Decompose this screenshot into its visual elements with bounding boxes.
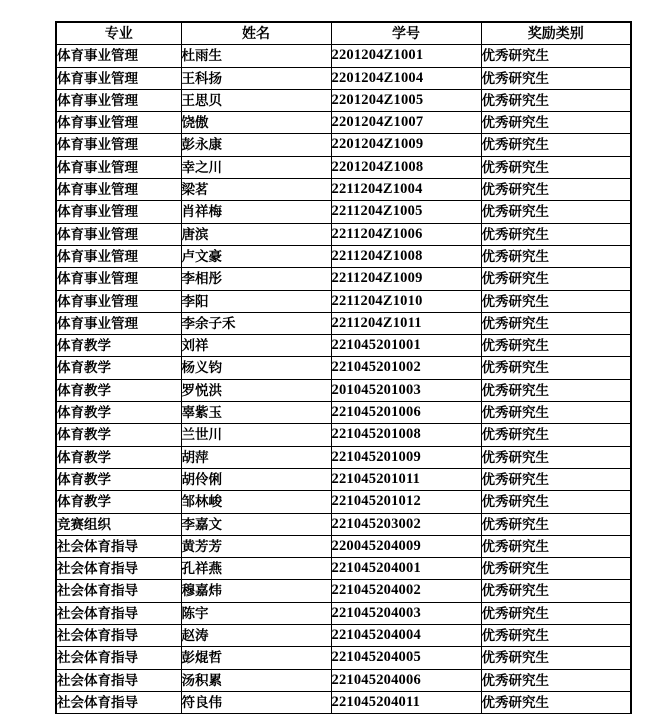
table-row [56, 89, 631, 111]
award-cell: 优秀研究生 [481, 379, 631, 401]
table-row [56, 647, 631, 669]
major-cell: 体育事业管理 [56, 312, 181, 334]
name-cell: 彭焜哲 [181, 647, 331, 669]
name-cell: 李阳 [181, 290, 331, 312]
table-row [56, 268, 631, 290]
student-id-cell: 2211204Z1008 [331, 245, 481, 267]
major-cell: 体育事业管理 [56, 245, 181, 267]
col-header-name: 姓名 [181, 22, 331, 45]
student-id-cell: 221045201002 [331, 357, 481, 379]
table-row [56, 625, 631, 647]
table-row [56, 45, 631, 67]
major-cell: 体育教学 [56, 491, 181, 513]
table-row [56, 357, 631, 379]
major-cell: 体育教学 [56, 424, 181, 446]
student-id-cell: 2211204Z1005 [331, 201, 481, 223]
table-row [56, 491, 631, 513]
student-id-cell: 220045204009 [331, 535, 481, 557]
name-cell: 王科扬 [181, 67, 331, 89]
award-cell: 优秀研究生 [481, 691, 631, 714]
table-row [56, 245, 631, 267]
name-cell: 兰世川 [181, 424, 331, 446]
major-cell: 体育事业管理 [56, 134, 181, 156]
award-cell: 优秀研究生 [481, 602, 631, 624]
award-cell: 优秀研究生 [481, 669, 631, 691]
table-row [56, 112, 631, 134]
table-row [56, 223, 631, 245]
award-cell: 优秀研究生 [481, 535, 631, 557]
name-cell: 肖祥梅 [181, 201, 331, 223]
name-cell: 刘祥 [181, 335, 331, 357]
major-cell: 体育教学 [56, 335, 181, 357]
table-row [56, 179, 631, 201]
table-row [56, 201, 631, 223]
table-row [56, 446, 631, 468]
student-id-cell: 2201204Z1009 [331, 134, 481, 156]
student-id-cell: 221045204002 [331, 580, 481, 602]
name-cell: 李嘉文 [181, 513, 331, 535]
name-cell: 彭永康 [181, 134, 331, 156]
name-cell: 穆嘉炜 [181, 580, 331, 602]
major-cell: 社会体育指导 [56, 669, 181, 691]
award-cell: 优秀研究生 [481, 268, 631, 290]
name-cell: 陈宇 [181, 602, 331, 624]
award-cell: 优秀研究生 [481, 89, 631, 111]
major-cell: 体育教学 [56, 402, 181, 424]
name-cell: 杜雨生 [181, 45, 331, 67]
award-cell: 优秀研究生 [481, 134, 631, 156]
student-id-cell: 221045201006 [331, 402, 481, 424]
table-row [56, 513, 631, 535]
student-id-cell: 2211204Z1006 [331, 223, 481, 245]
major-cell: 体育事业管理 [56, 268, 181, 290]
major-cell: 体育事业管理 [56, 201, 181, 223]
student-id-cell: 2201204Z1008 [331, 156, 481, 178]
major-cell: 体育教学 [56, 379, 181, 401]
award-cell: 优秀研究生 [481, 156, 631, 178]
table-row [56, 312, 631, 334]
student-id-cell: 201045201003 [331, 379, 481, 401]
student-id-cell: 2211204Z1004 [331, 179, 481, 201]
major-cell: 体育事业管理 [56, 290, 181, 312]
awards-table [55, 21, 632, 714]
student-id-cell: 221045204005 [331, 647, 481, 669]
award-cell: 优秀研究生 [481, 491, 631, 513]
student-id-cell: 221045201001 [331, 335, 481, 357]
name-cell: 赵涛 [181, 625, 331, 647]
name-cell: 杨义钧 [181, 357, 331, 379]
student-id-cell: 221045201009 [331, 446, 481, 468]
student-id-cell: 2201204Z1007 [331, 112, 481, 134]
col-header-award: 奖励类别 [481, 22, 631, 45]
student-id-cell: 2211204Z1011 [331, 312, 481, 334]
major-cell: 社会体育指导 [56, 647, 181, 669]
major-cell: 体育事业管理 [56, 67, 181, 89]
name-cell: 孔祥燕 [181, 558, 331, 580]
table-row [56, 156, 631, 178]
award-cell: 优秀研究生 [481, 223, 631, 245]
award-cell: 优秀研究生 [481, 558, 631, 580]
name-cell: 李余子禾 [181, 312, 331, 334]
table-body [56, 45, 631, 714]
major-cell: 体育教学 [56, 446, 181, 468]
table-row [56, 134, 631, 156]
name-cell: 王思贝 [181, 89, 331, 111]
table-row [56, 691, 631, 714]
table-row [56, 67, 631, 89]
table-row [56, 379, 631, 401]
name-cell: 唐滨 [181, 223, 331, 245]
table-row [56, 558, 631, 580]
table-row [56, 402, 631, 424]
col-header-major: 专业 [56, 22, 181, 45]
major-cell: 体育事业管理 [56, 179, 181, 201]
name-cell: 李相彤 [181, 268, 331, 290]
student-id-cell: 221045201011 [331, 468, 481, 490]
award-cell: 优秀研究生 [481, 335, 631, 357]
major-cell: 社会体育指导 [56, 580, 181, 602]
name-cell: 符良伟 [181, 691, 331, 714]
table-row [56, 335, 631, 357]
major-cell: 体育事业管理 [56, 223, 181, 245]
award-cell: 优秀研究生 [481, 647, 631, 669]
student-id-cell: 2211204Z1010 [331, 290, 481, 312]
award-cell: 优秀研究生 [481, 112, 631, 134]
award-cell: 优秀研究生 [481, 446, 631, 468]
student-id-cell: 221045204001 [331, 558, 481, 580]
table-row [56, 602, 631, 624]
major-cell: 社会体育指导 [56, 691, 181, 714]
award-cell: 优秀研究生 [481, 45, 631, 67]
student-id-cell: 221045204006 [331, 669, 481, 691]
award-cell: 优秀研究生 [481, 357, 631, 379]
student-id-cell: 221045204003 [331, 602, 481, 624]
major-cell: 体育事业管理 [56, 156, 181, 178]
name-cell: 汤积累 [181, 669, 331, 691]
award-cell: 优秀研究生 [481, 312, 631, 334]
student-id-cell: 221045201012 [331, 491, 481, 513]
student-id-cell: 2201204Z1005 [331, 89, 481, 111]
major-cell: 体育事业管理 [56, 112, 181, 134]
award-cell: 优秀研究生 [481, 67, 631, 89]
award-cell: 优秀研究生 [481, 424, 631, 446]
award-cell: 优秀研究生 [481, 179, 631, 201]
table-row [56, 580, 631, 602]
table-row [56, 468, 631, 490]
award-cell: 优秀研究生 [481, 625, 631, 647]
major-cell: 社会体育指导 [56, 625, 181, 647]
name-cell: 胡萍 [181, 446, 331, 468]
name-cell: 罗悦洪 [181, 379, 331, 401]
table-row [56, 535, 631, 557]
table-row [56, 424, 631, 446]
award-cell: 优秀研究生 [481, 580, 631, 602]
name-cell: 幸之川 [181, 156, 331, 178]
major-cell: 竞赛组织 [56, 513, 181, 535]
student-id-cell: 221045201008 [331, 424, 481, 446]
name-cell: 梁茗 [181, 179, 331, 201]
award-cell: 优秀研究生 [481, 513, 631, 535]
award-cell: 优秀研究生 [481, 468, 631, 490]
major-cell: 体育事业管理 [56, 89, 181, 111]
award-cell: 优秀研究生 [481, 402, 631, 424]
award-cell: 优秀研究生 [481, 290, 631, 312]
student-id-cell: 221045204011 [331, 691, 481, 714]
major-cell: 社会体育指导 [56, 535, 181, 557]
major-cell: 体育事业管理 [56, 45, 181, 67]
name-cell: 辜紫玉 [181, 402, 331, 424]
name-cell: 邹林峻 [181, 491, 331, 513]
header-row [56, 22, 631, 45]
major-cell: 体育教学 [56, 357, 181, 379]
student-id-cell: 2211204Z1009 [331, 268, 481, 290]
student-id-cell: 2201204Z1001 [331, 45, 481, 67]
name-cell: 胡伶俐 [181, 468, 331, 490]
table-row [56, 290, 631, 312]
name-cell: 饶傲 [181, 112, 331, 134]
name-cell: 黄芳芳 [181, 535, 331, 557]
name-cell: 卢文豪 [181, 245, 331, 267]
student-id-cell: 221045204004 [331, 625, 481, 647]
student-id-cell: 2201204Z1004 [331, 67, 481, 89]
col-header-student-id: 学号 [331, 22, 481, 45]
major-cell: 体育教学 [56, 468, 181, 490]
award-cell: 优秀研究生 [481, 201, 631, 223]
award-cell: 优秀研究生 [481, 245, 631, 267]
major-cell: 社会体育指导 [56, 602, 181, 624]
major-cell: 社会体育指导 [56, 558, 181, 580]
student-id-cell: 221045203002 [331, 513, 481, 535]
table-row [56, 669, 631, 691]
